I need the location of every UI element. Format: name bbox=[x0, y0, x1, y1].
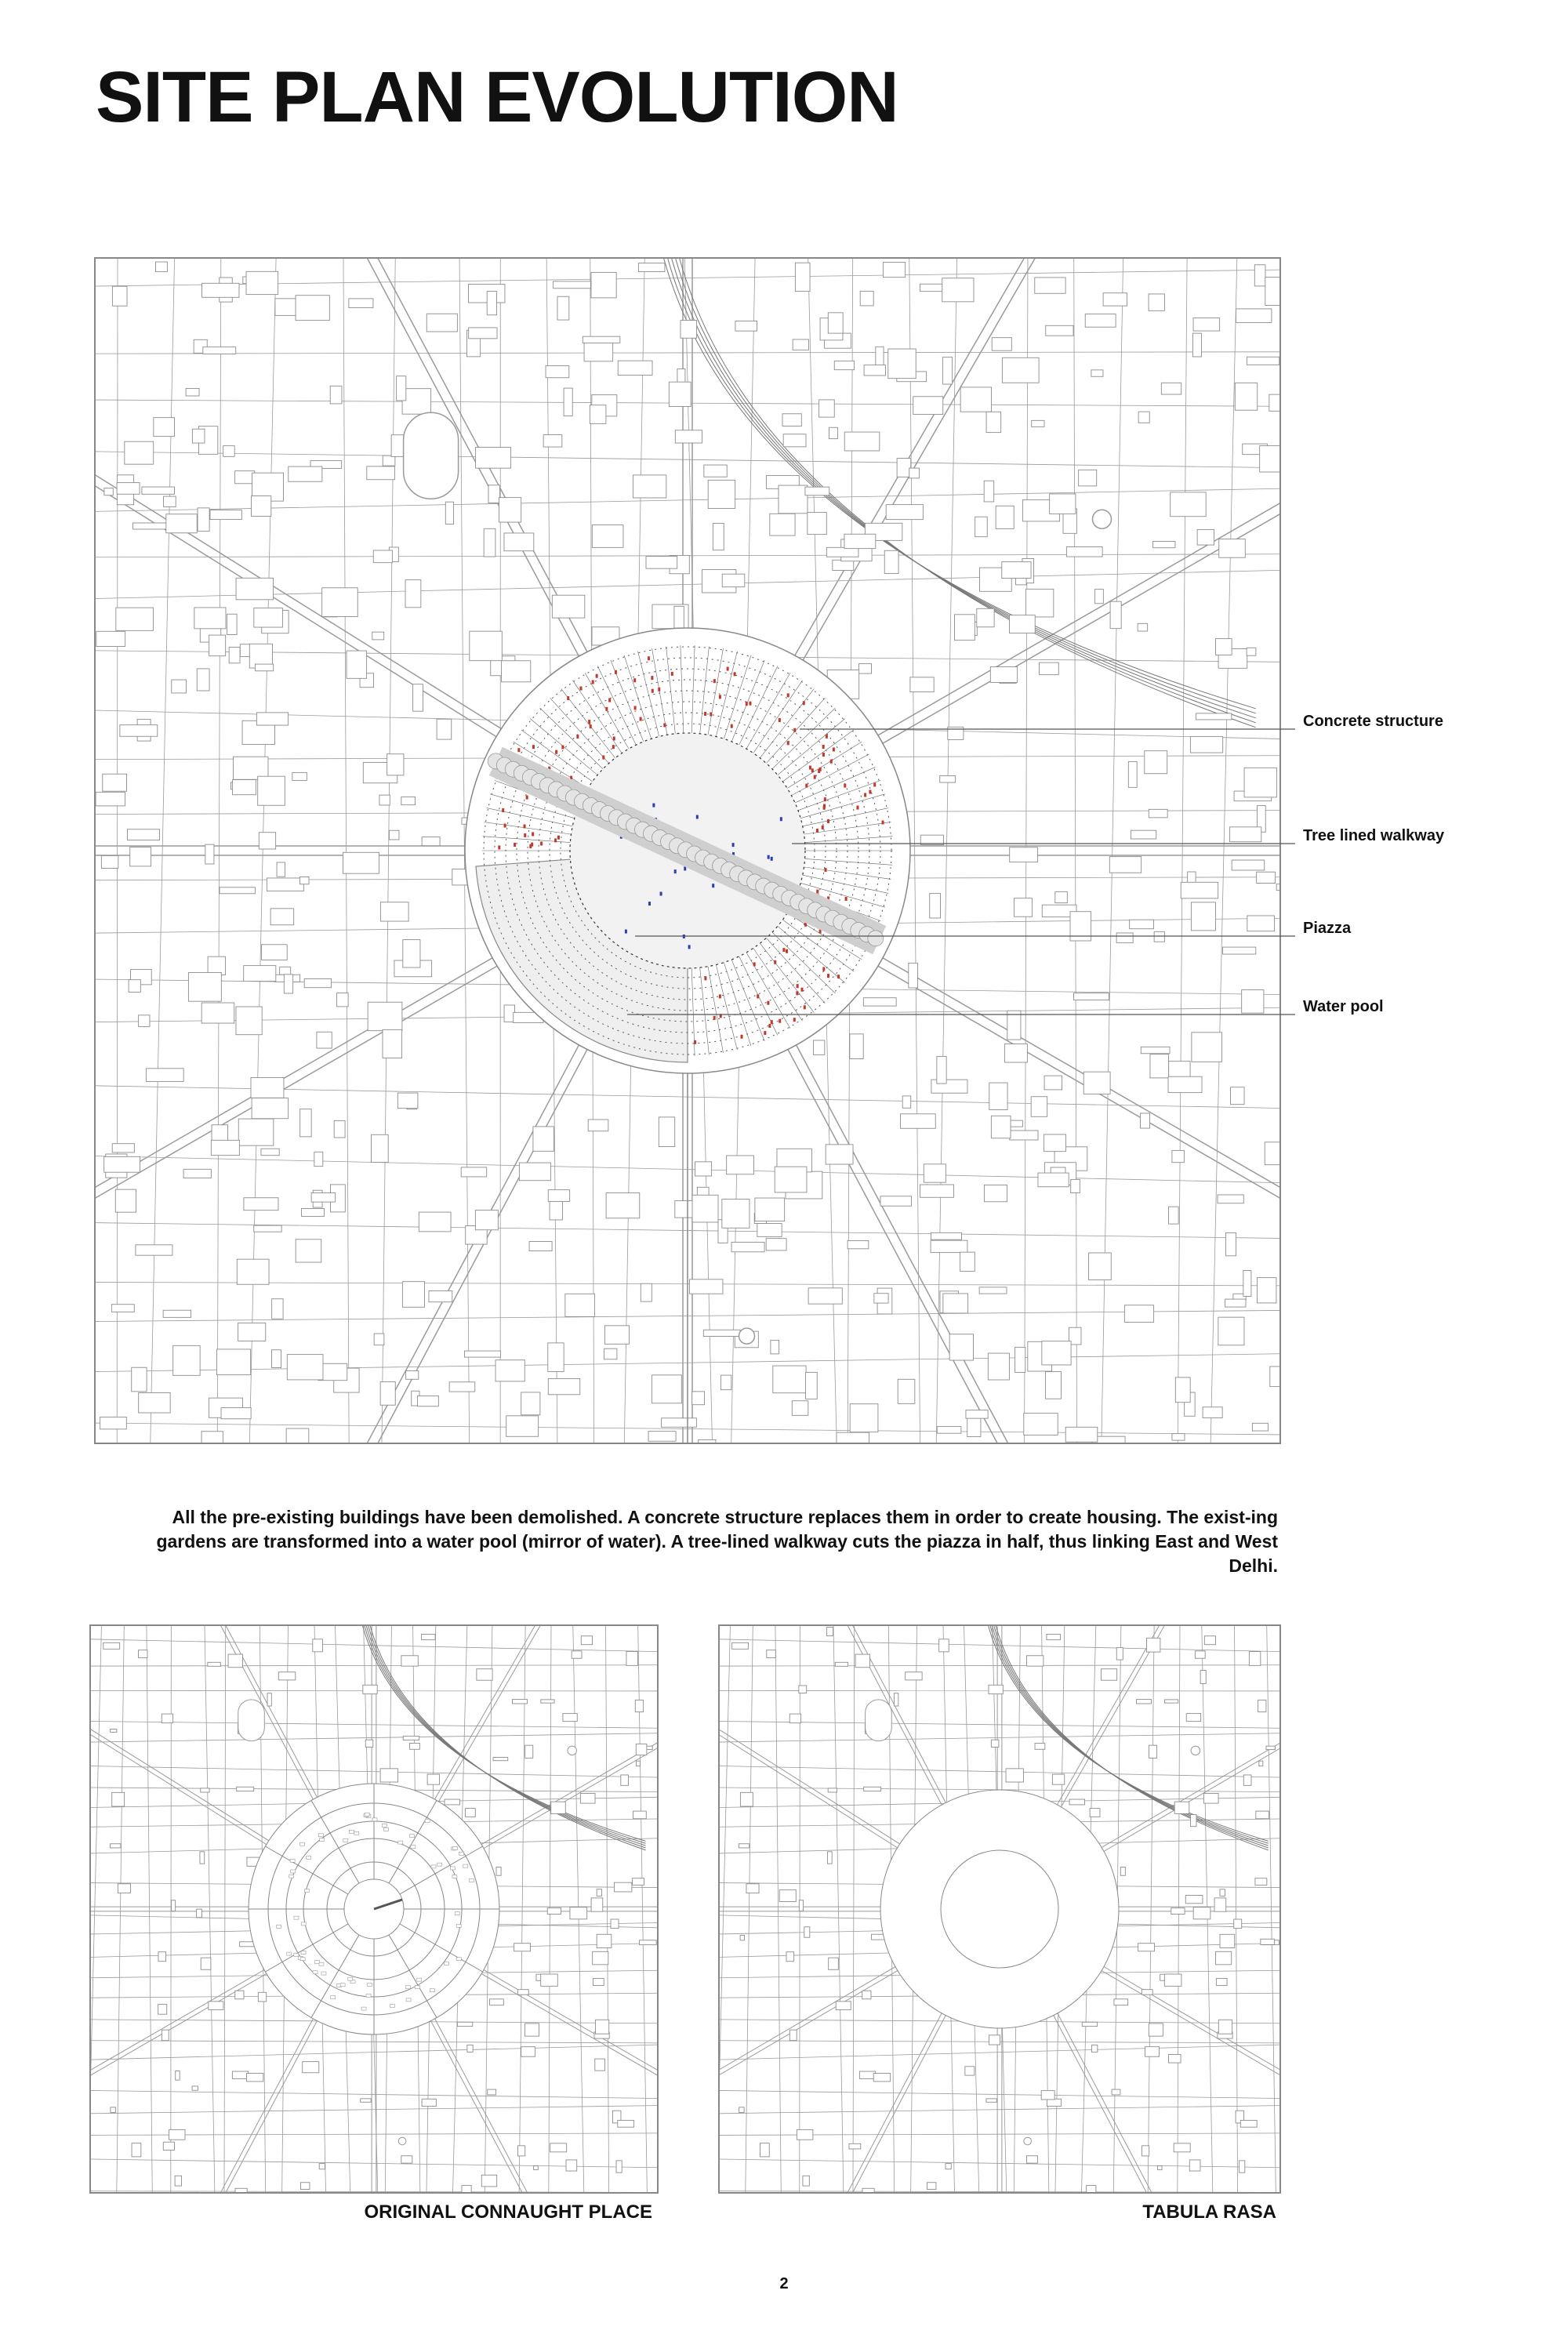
label-tree-lined-walkway: Tree lined walkway bbox=[1303, 827, 1445, 844]
map-original-drawing bbox=[91, 1626, 657, 2192]
page-number: 2 bbox=[779, 2275, 789, 2292]
label-original-connaught-place: ORIGINAL CONNAUGHT PLACE bbox=[364, 2201, 652, 2223]
label-concrete-structure: Concrete structure bbox=[1303, 713, 1443, 730]
map-tabula-rasa bbox=[718, 1624, 1281, 2194]
main-site-plan-drawing bbox=[96, 259, 1279, 1443]
label-tabula-rasa: TABULA RASA bbox=[1142, 2201, 1276, 2223]
label-piazza: Piazza bbox=[1303, 920, 1352, 937]
main-site-plan bbox=[94, 257, 1281, 1444]
connaught-redesign bbox=[465, 628, 910, 1443]
page-title: SITE PLAN EVOLUTION bbox=[96, 57, 898, 137]
caption-text: All the pre-existing buildings have been demolished. A concrete structure replaces them in order to create housing. The exist-ing gardens are transformed into a water pool (mirror of water). A tree-lined walkway cuts the piazza in half, thus linking East and West Delhi. bbox=[156, 1507, 1278, 1576]
map-original-connaught-place bbox=[89, 1624, 659, 2194]
map-tabula-drawing bbox=[720, 1626, 1279, 2192]
label-water-pool: Water pool bbox=[1303, 998, 1384, 1015]
